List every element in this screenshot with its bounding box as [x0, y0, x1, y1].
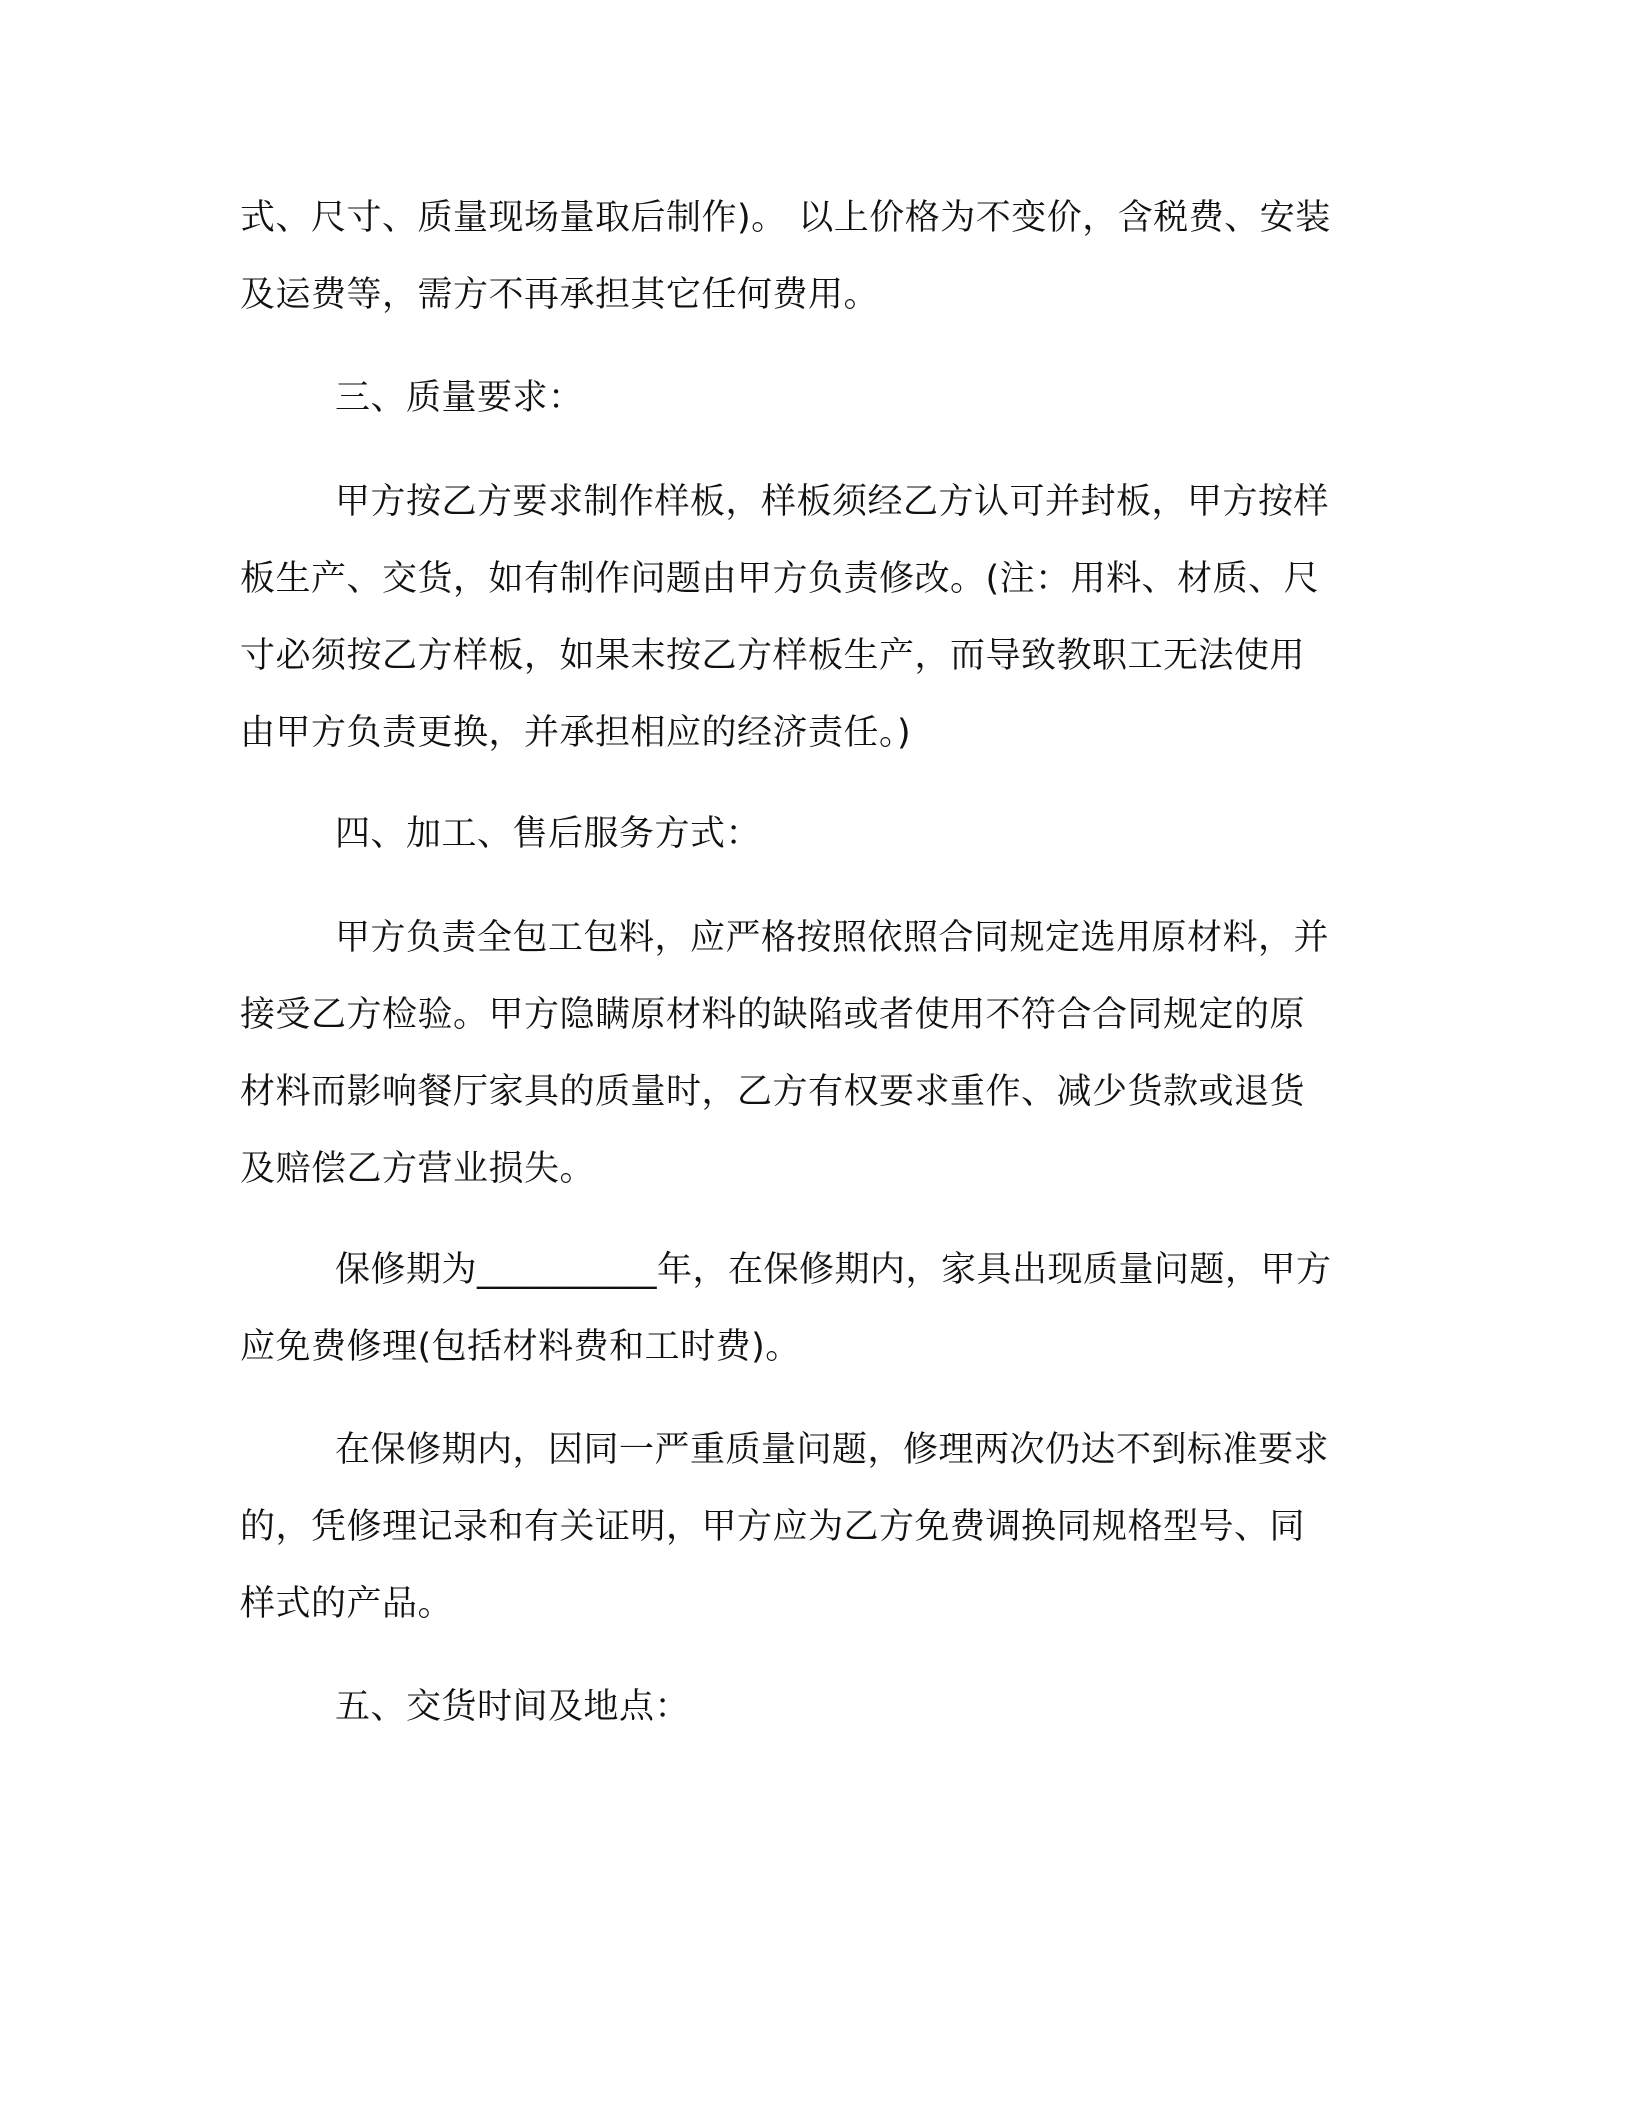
- paragraph-price-terms: [240, 180, 1380, 334]
- text-line: 板生产、交货，如有制作问题由甲方负责修改。(注：用料、材质、尺: [240, 559, 1320, 599]
- text-line: 应免费修理(包括材料费和工时费)。: [240, 1327, 801, 1367]
- text-line: 由甲方负责更换，并承担相应的经济责任。): [240, 713, 912, 753]
- text-line: 甲方按乙方要求制作样板，样板须经乙方认可并封板，甲方按样: [335, 482, 1330, 522]
- section-heading-delivery: 五、交货时间及地点：: [335, 1687, 691, 1727]
- text-line: 在保修期内，因同一严重质量问题，修理两次仍达不到标准要求: [335, 1430, 1330, 1470]
- text-line: 材料而影响餐厅家具的质量时，乙方有权要求重作、减少货款或退货: [240, 1072, 1306, 1112]
- paragraph-quality-requirements: [240, 464, 1380, 772]
- text-line: 及运费等，需方不再承担其它任何费用。: [240, 275, 880, 315]
- text-line: 接受乙方检验。甲方隐瞒原材料的缺陷或者使用不符合合同规定的原: [240, 995, 1306, 1035]
- section-heading-service: 四、加工、售后服务方式：: [335, 814, 762, 854]
- section-heading-quality: 三、质量要求：: [335, 378, 584, 418]
- paragraph-warranty-period: [240, 1232, 1380, 1386]
- text-line: 寸必须按乙方样板，如果末按乙方样板生产，而导致教职工无法使用: [240, 636, 1306, 676]
- text-line: 及赔偿乙方营业损失。: [240, 1149, 596, 1189]
- text-line: 的，凭修理记录和有关证明，甲方应为乙方免费调换同规格型号、同: [240, 1507, 1306, 1547]
- paragraph-materials: [240, 900, 1380, 1208]
- text-line: 甲方负责全包工包料，应严格按照依照合同规定选用原材料，并: [335, 918, 1330, 958]
- paragraph-warranty-replacement: [240, 1412, 1380, 1643]
- text-line: 样式的产品。: [240, 1584, 454, 1624]
- text-line: 保修期为__________年，在保修期内，家具出现质量问题，甲方: [335, 1250, 1332, 1290]
- text-line: 式、尺寸、质量现场量取后制作)。 以上价格为不变价，含税费、安装: [240, 198, 1331, 238]
